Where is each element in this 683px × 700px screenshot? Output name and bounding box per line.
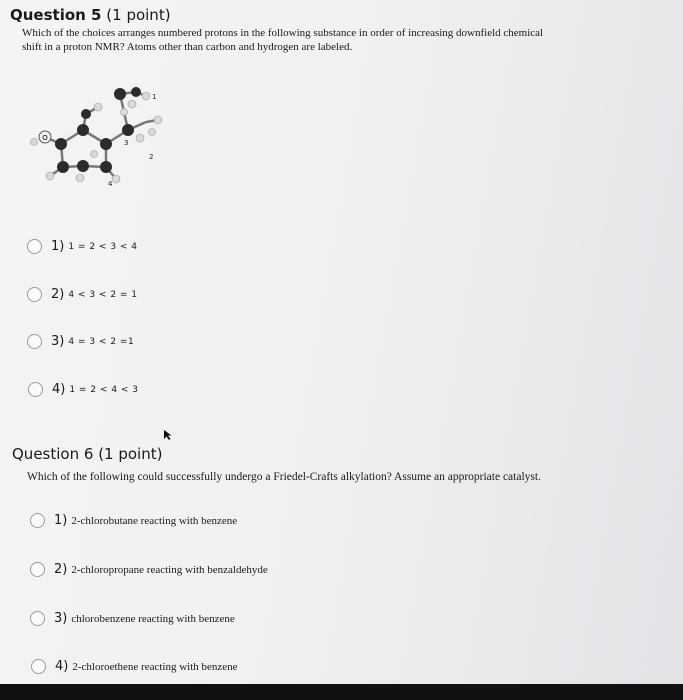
molecule-image xyxy=(28,82,178,192)
q6-option-2[interactable] xyxy=(30,562,268,577)
question-6-points: (1 point) xyxy=(98,445,163,463)
proton-label-3: 3 xyxy=(124,139,129,147)
question-6-title xyxy=(12,445,162,463)
carbon-atoms xyxy=(55,87,141,173)
question-5-title xyxy=(10,6,171,24)
q6-option-1-radio[interactable] xyxy=(30,513,45,528)
proton-label-2: 2 xyxy=(149,153,154,161)
question-5-text xyxy=(22,26,662,54)
q5-option-3-radio[interactable] xyxy=(27,334,42,349)
question-6-text: Which of the following could successfully undergo a Friedel-Crafts alkylation? Assume an appropriate catalyst. xyxy=(27,471,541,483)
proton-label-4: 4 xyxy=(108,180,113,188)
q6-option-4-number: 4) xyxy=(55,659,69,674)
q5-option-1-text: 1 = 2 < 3 < 4 xyxy=(68,241,138,252)
q5-option-2-number: 2) xyxy=(51,287,65,302)
q6-option-4-radio[interactable] xyxy=(31,659,46,674)
q5-option-3-text: 4 = 3 < 2 =1 xyxy=(68,336,135,347)
q5-option-4[interactable] xyxy=(28,382,139,397)
q5-option-3[interactable] xyxy=(27,334,134,349)
proton-label-1: 1 xyxy=(152,93,157,101)
q6-option-3-radio[interactable] xyxy=(30,611,45,626)
q6-option-3-text: chlorobenzene reacting with benzene xyxy=(71,612,235,625)
q6-option-4[interactable] xyxy=(31,659,238,674)
question-5-points: (1 point) xyxy=(106,6,171,24)
q5-option-4-text: 1 = 2 < 4 < 3 xyxy=(69,384,139,395)
q5-option-1-radio[interactable] xyxy=(27,239,42,254)
q6-option-2-text: 2-chloropropane reacting with benzaldehyde xyxy=(71,563,268,576)
q6-option-2-radio[interactable] xyxy=(30,562,45,577)
q5-option-1[interactable] xyxy=(27,239,138,254)
q6-option-4-text: 2-chloroethene reacting with benzene xyxy=(72,660,238,673)
question-5-text-line2: shift in a proton NMR? Atoms other than carbon and hydrogen are labeled. xyxy=(22,41,353,53)
q5-option-4-radio[interactable] xyxy=(28,382,43,397)
question-6-label: Question 6 xyxy=(12,445,94,463)
q5-option-2-text: 4 < 3 < 2 = 1 xyxy=(68,289,138,300)
bottom-bar xyxy=(0,684,683,700)
q5-option-1-number: 1) xyxy=(51,239,65,254)
q6-option-3[interactable] xyxy=(30,611,235,626)
question-5-label: Question 5 xyxy=(10,6,102,24)
q5-option-3-number: 3) xyxy=(51,334,65,349)
oxygen-label: O xyxy=(42,134,48,142)
q6-option-1-text: 2-chlorobutane reacting with benzene xyxy=(71,514,238,527)
q5-option-2[interactable] xyxy=(27,287,138,302)
q6-option-2-number: 2) xyxy=(54,562,68,577)
q6-option-1[interactable] xyxy=(30,513,237,528)
q5-option-2-radio[interactable] xyxy=(27,287,42,302)
q6-option-1-number: 1) xyxy=(54,513,68,528)
q6-option-3-number: 3) xyxy=(54,611,68,626)
q5-option-4-number: 4) xyxy=(52,382,66,397)
question-5-text-line1: Which of the choices arranges numbered protons in the following substance in order of increasing downfield chemical xyxy=(22,27,544,39)
mouse-pointer-icon xyxy=(163,429,173,441)
